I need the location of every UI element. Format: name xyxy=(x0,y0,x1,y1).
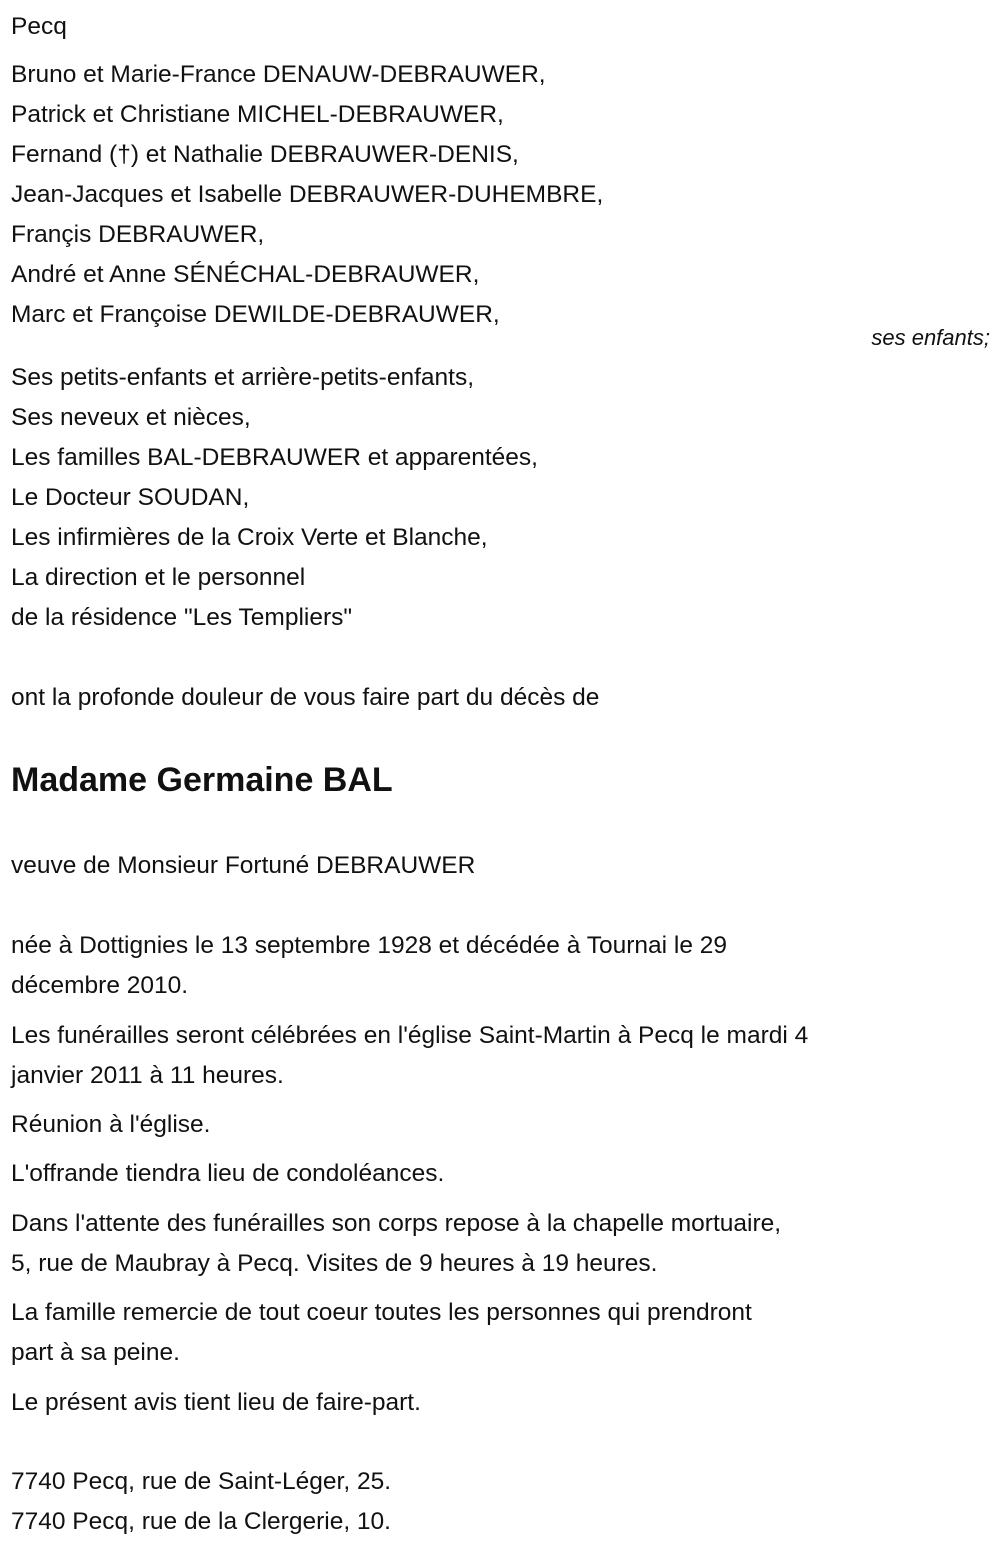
text-line: Dans l'attente des funérailles son corps repose à la chapelle mortuaire, xyxy=(11,1210,782,1237)
rest-info xyxy=(11,1204,990,1284)
text-line: 5, rue de Maubray à Pecq. Visites de 9 heures à 19 heures. xyxy=(11,1250,658,1277)
deceased-name: Madame Germaine BAL xyxy=(11,761,393,799)
notice: Le présent avis tient lieu de faire-part. xyxy=(11,1389,421,1416)
list-item: Jean-Jacques et Isabelle DEBRAUWER-DUHEMBRE, xyxy=(11,181,604,208)
text-line: décembre 2010. xyxy=(11,972,189,999)
meeting: Réunion à l'église. xyxy=(11,1111,211,1138)
list-item: Ses neveux et nièces, xyxy=(11,404,251,431)
widow-of: veuve de Monsieur Fortuné DEBRAUWER xyxy=(11,852,476,879)
addresses xyxy=(11,1462,990,1542)
children-label: ses enfants; xyxy=(871,325,990,350)
list-item: Patrick et Christiane MICHEL-DEBRAUWER, xyxy=(11,101,504,128)
text-line: née à Dottignies le 13 septembre 1928 et décédée à Tournai le 29 xyxy=(11,932,728,959)
text-line: La famille remercie de tout coeur toutes les personnes qui prendront xyxy=(11,1299,752,1326)
list-item: Françis DEBRAUWER, xyxy=(11,221,265,248)
list-item: Le Docteur SOUDAN, xyxy=(11,484,250,511)
announcement: ont la profonde douleur de vous faire part du décès de xyxy=(11,684,600,711)
birth-death xyxy=(11,926,990,1006)
list-item: Les familles BAL-DEBRAUWER et apparentées, xyxy=(11,444,538,471)
address: 7740 Pecq, rue de la Clergerie, 10. xyxy=(11,1508,391,1535)
funeral-info xyxy=(11,1016,990,1096)
list-item: Bruno et Marie-France DENAUW-DEBRAUWER, xyxy=(11,61,546,88)
list-item: André et Anne SÉNÉCHAL-DEBRAUWER, xyxy=(11,261,480,288)
list-item: Les infirmières de la Croix Verte et Blanche, xyxy=(11,524,488,551)
offering: L'offrande tiendra lieu de condoléances. xyxy=(11,1160,445,1187)
text-line: part à sa peine. xyxy=(11,1339,180,1366)
place: Pecq xyxy=(11,13,67,40)
list-item: Fernand (†) et Nathalie DEBRAUWER-DENIS, xyxy=(11,141,519,168)
list-item: de la résidence "Les Templiers" xyxy=(11,604,353,631)
list-item: Marc et Françoise DEWILDE-DEBRAUWER, xyxy=(11,301,500,328)
others-list xyxy=(11,358,990,638)
list-item: Ses petits-enfants et arrière-petits-enfants, xyxy=(11,364,474,391)
text-line: Les funérailles seront célébrées en l'église Saint-Martin à Pecq le mardi 4 xyxy=(11,1022,809,1049)
text-line: janvier 2011 à 11 heures. xyxy=(11,1062,284,1089)
children-list xyxy=(11,55,990,335)
list-item: La direction et le personnel xyxy=(11,564,306,591)
address: 7740 Pecq, rue de Saint-Léger, 25. xyxy=(11,1468,392,1495)
thanks xyxy=(11,1293,990,1373)
